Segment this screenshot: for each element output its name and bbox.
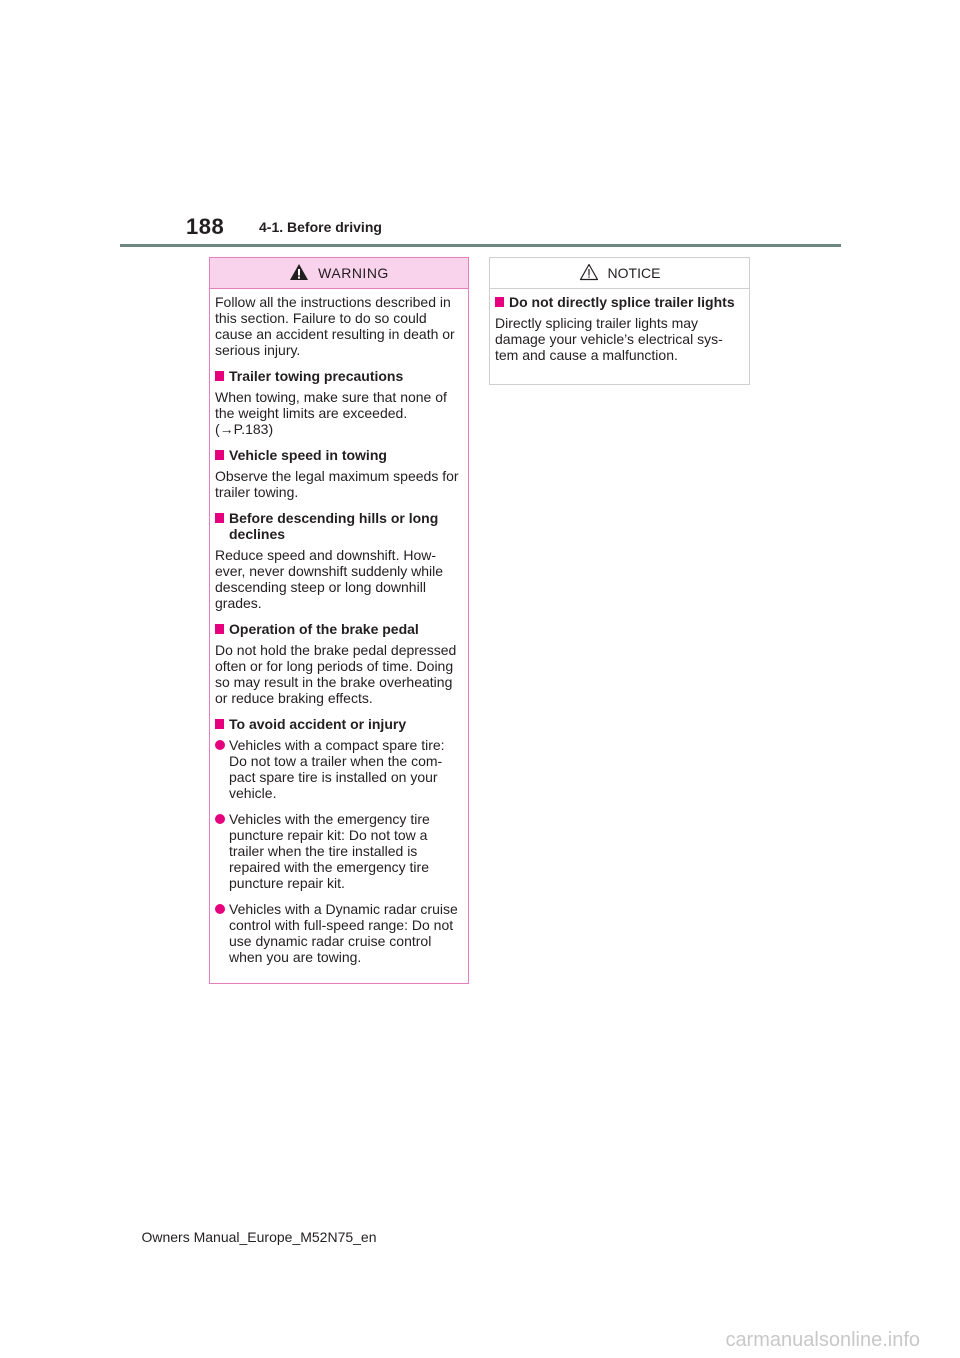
notice-title: NOTICE — [607, 265, 661, 281]
warning-section-heading — [215, 447, 463, 463]
warning-triangle-filled-icon — [289, 263, 309, 281]
warning-section-text: When towing, make sure that none of the weight limits are exceeded. — [215, 389, 447, 421]
header-rule — [120, 244, 841, 247]
square-bullet-icon — [215, 371, 224, 381]
notice-box — [489, 257, 750, 385]
circle-bullet-icon — [215, 814, 225, 824]
warning-box — [209, 257, 469, 984]
list-item — [215, 737, 463, 801]
warning-triangle-outline-icon — [579, 263, 599, 281]
warning-section-heading — [215, 368, 463, 384]
square-bullet-icon — [495, 297, 504, 307]
list-item-text: Vehicles with a Dynamic radar cruise control with full-speed range: Do not use dynamic radar cruise control when you are towing. — [229, 901, 458, 965]
square-bullet-icon — [215, 450, 224, 460]
list-item-text: Vehicles with a compact spare tire: Do not tow a trailer when the com-pact spare tire is installed on your vehicle. — [229, 737, 445, 801]
notice-body — [490, 289, 749, 363]
warning-body — [210, 289, 468, 965]
list-item-text: Vehicles with the emergency tire puncture repair kit: Do not tow a trailer when the tire installed is repaired with the emergency tire puncture repair kit. — [229, 811, 430, 891]
section-title: 4-1. Before driving — [259, 219, 382, 235]
page-reference: (→P.183) — [215, 421, 274, 437]
list-item — [215, 811, 463, 891]
footer — [0, 1228, 960, 1246]
notice-text: Directly splicing trailer lights may damage your vehicle’s electrical sys-tem and cause a malfunction. — [495, 315, 723, 363]
warning-section-text: Reduce speed and downshift. How-ever, never downshift suddenly while descending steep or long downhill grades. — [215, 547, 444, 611]
square-bullet-icon — [215, 513, 224, 523]
notice-header — [490, 258, 749, 289]
warning-section-heading-text: To avoid accident or injury — [229, 716, 407, 732]
warning-section-heading-text: Operation of the brake pedal — [229, 621, 419, 637]
notice-heading-text: Do not directly splice trailer lights — [509, 294, 735, 310]
notice-heading — [495, 294, 744, 310]
warning-section-heading — [215, 510, 463, 542]
warning-intro: Follow all the instructions described in this section. Failure to do so could cause an accident resulting in death or serious injury. — [215, 294, 455, 358]
square-bullet-icon — [215, 624, 224, 634]
watermark: carmanualsonline.info — [725, 1329, 920, 1351]
warning-section-heading-text: Before descending hills or long declines — [229, 510, 439, 542]
warning-section-heading — [215, 621, 463, 637]
warning-title: WARNING — [318, 265, 389, 281]
warning-header — [210, 258, 468, 289]
warning-section-text: Do not hold the brake pedal depressed often or for long periods of time. Doing so may result in the brake overheating or reduce braking effects. — [215, 642, 457, 706]
page-number: 188 — [186, 214, 225, 239]
square-bullet-icon — [215, 719, 224, 729]
list-item — [215, 901, 463, 965]
warning-section-heading — [215, 716, 463, 732]
footer-text: Owners Manual_Europe_M52N75_en — [141, 1229, 377, 1245]
warning-section-text: Observe the legal maximum speeds for trailer towing. — [215, 468, 459, 500]
warning-section-heading-text: Vehicle speed in towing — [229, 447, 387, 463]
circle-bullet-icon — [215, 740, 225, 750]
warning-section-heading-text: Trailer towing precautions — [229, 368, 404, 384]
circle-bullet-icon — [215, 904, 225, 914]
